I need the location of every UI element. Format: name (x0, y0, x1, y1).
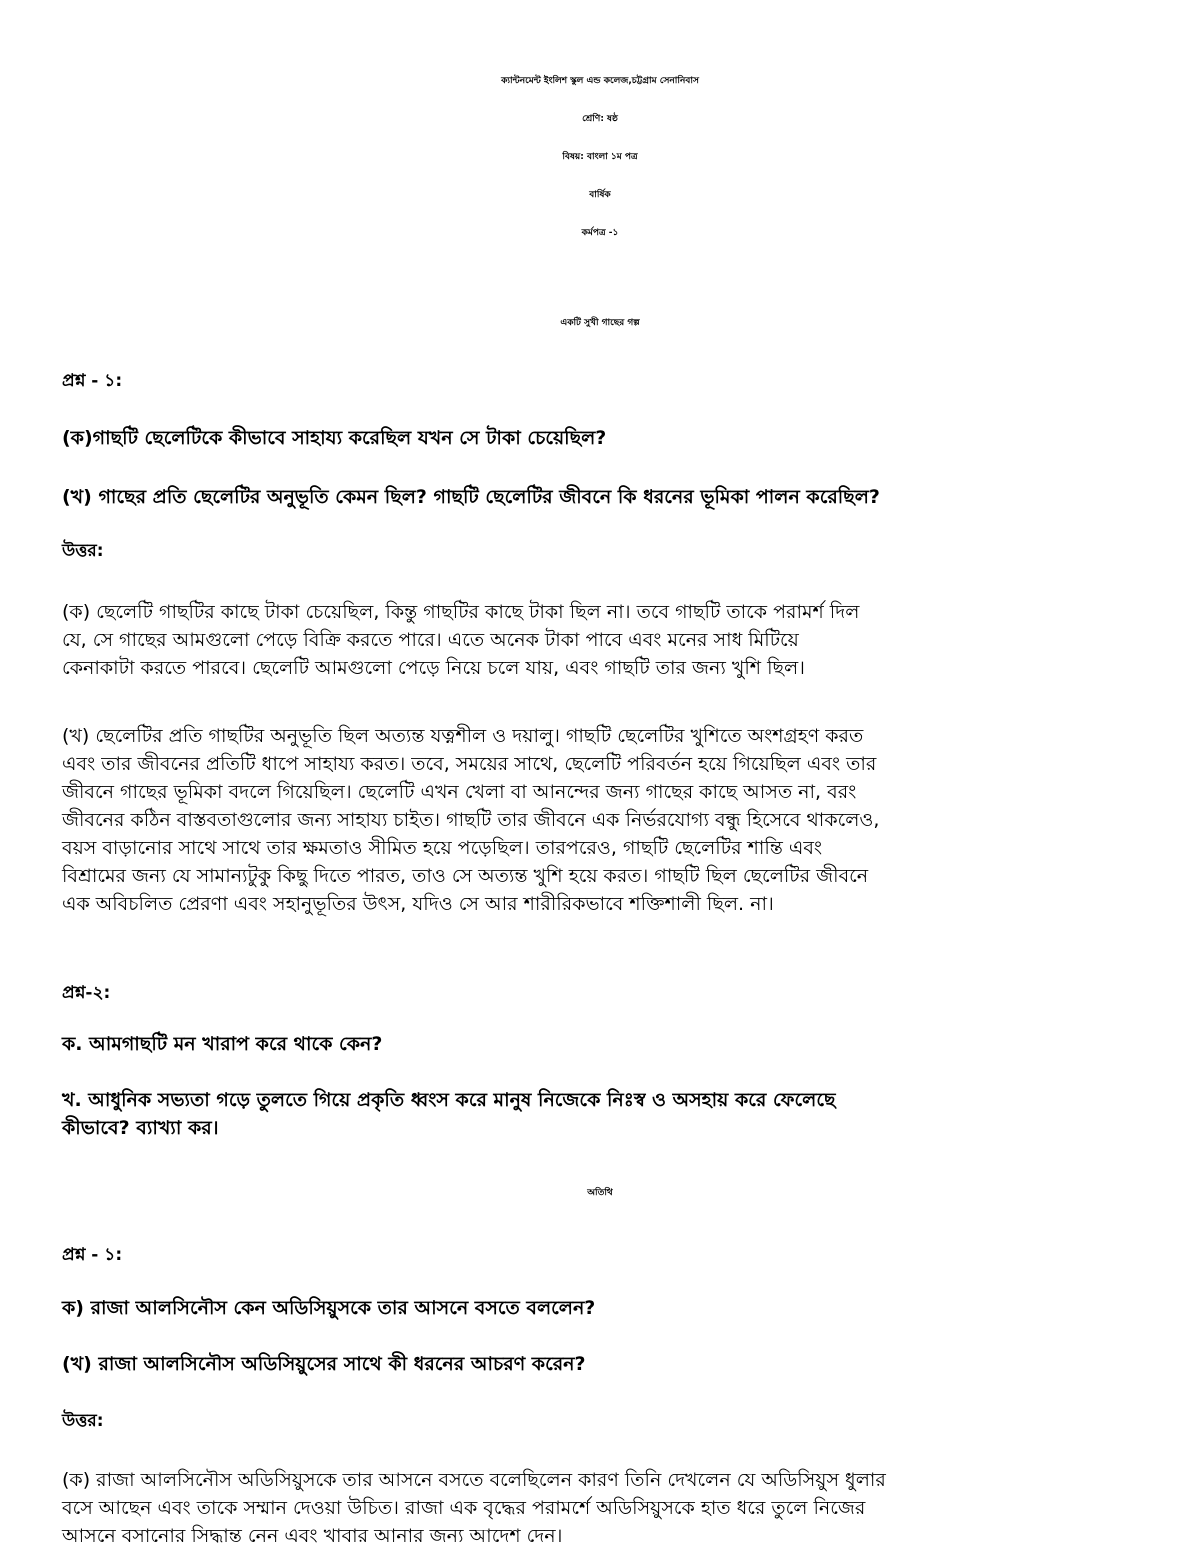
question-text (62, 424, 1137, 452)
answer-line: কেনাকাটা করতে পারবে। ছেলেটি আমগুলো পেড়ে নিয়ে চলে যায়, এবং গাছটি তার জন্য খুশি ছিল। (62, 657, 805, 679)
question-line: (ক)গাছটি ছেলেটিকে কীভাবে সাহায্য করেছিল যখন সে টাকা চেয়েছিল? (62, 427, 607, 449)
answer-paragraph (62, 1466, 1137, 1550)
answer-label: উত্তর: (62, 541, 104, 561)
question-text (62, 1086, 1137, 1142)
answer-line: এক অবিচলিত প্রেরণা এবং সহানুভূতির উৎস, যদিও সে আর শারীরিকভাবে শক্তিশালী ছিল. না। (62, 893, 774, 915)
question-line: কীভাবে? ব্যাখ্যা কর। (62, 1117, 219, 1139)
answer-line: জীবনে গাছের ভূমিকা বদলে গিয়েছিল। ছেলেটি এখন খেলা বা আনন্দের জন্য গাছের কাছে আসত না, বরং (62, 781, 857, 803)
question-line: ক) রাজা আলসিনৌস কেন অডিসিয়ুসকে তার আসনে বসতে বললেন? (62, 1297, 596, 1319)
answer-line: বিশ্রামের জন্য যে সামান্যটুকু কিছু দিতে পারত, তাও সে অত্যন্ত খুশি হয়ে করত। গাছটি ছিল ছেলেটির জীবনে (62, 865, 869, 887)
section-title-sukhi-gach: একটি সুখী গাছের গল্প (560, 318, 640, 328)
question-line: ক. আমগাছটি মন খারাপ করে থাকে কেন? (62, 1033, 383, 1055)
answer-line: এবং তার জীবনের প্রতিটি ধাপে সাহায্য করত। তবে, সময়ের সাথে, ছেলেটি পরিবর্তন হয়ে গিয়েছিল এবং তার (62, 753, 877, 775)
question-label: প্রশ্ন - ১: (62, 371, 123, 391)
answer-line: বয়স বাড়ানোর সাথে সাথে তার ক্ষমতাও সীমিত হয়ে পড়েছিল। তারপরেও, গাছটি ছেলেটির শান্তি এবং (62, 837, 823, 859)
question-text (62, 1350, 1137, 1378)
question-text (62, 1030, 1137, 1058)
worksheet-line: কর্মপত্র -১ (581, 228, 619, 238)
answer-line: (ক) ছেলেটি গাছটির কাছে টাকা চেয়েছিল, কিন্তু গাছটির কাছে টাকা ছিল না। তবে গাছটি তাকে পরামর্শ দিল (62, 601, 860, 623)
exam-line: বার্ষিক (589, 190, 611, 200)
answer-line: (খ) ছেলেটির প্রতি গাছটির অনুভূতি ছিল অত্যন্ত যত্নশীল ও দয়ালু। গাছটি ছেলেটির খুশিতে অংশগ্রহণ করত (62, 725, 864, 747)
answer-line: যে, সে গাছের আমগুলো পেড়ে বিক্রি করতে পারে। এতে অনেক টাকা পাবে এবং মনের সাধ মিটিয়ে (62, 629, 799, 651)
answer-paragraph (62, 722, 1137, 918)
answer-label: উত্তর: (62, 1411, 104, 1431)
school-name: ক্যান্টনমেন্ট ইংলিশ স্কুল এন্ড কলেজ,চট্টগ্রাম সেনানিবাস (501, 76, 699, 86)
question-text (62, 483, 1137, 511)
question-line: (খ) গাছের প্রতি ছেলেটির অনুভূতি কেমন ছিল? গাছটি ছেলেটির জীবনে কি ধরনের ভূমিকা পালন করেছিল? (62, 486, 880, 508)
answer-paragraph (62, 598, 1137, 682)
question-label: প্রশ্ন-২: (62, 983, 111, 1003)
class-line: শ্রেণি: ষষ্ঠ (582, 114, 618, 124)
question-text (62, 1294, 1137, 1322)
answer-line: বসে আছেন এবং তাকে সম্মান দেওয়া উচিত। রাজা এক বৃদ্ধের পরামর্শে অডিসিয়ুসকে হাত ধরে তুলে নিজের (62, 1497, 866, 1519)
answer-line: আসনে বসানোর সিদ্ধান্ত নেন এবং খাবার আনার জন্য আদেশ দেন। (62, 1525, 563, 1547)
section-title-atithi: অতিথি (587, 1188, 613, 1198)
question-label: প্রশ্ন - ১: (62, 1245, 123, 1265)
document-header (0, 70, 1200, 260)
answer-line: (ক) রাজা আলসিনৌস অডিসিয়ুসকে তার আসনে বসতে বলেছিলেন কারণ তিনি দেখলেন যে অডিসিয়ুস ধুলার (62, 1469, 886, 1491)
subject-line: বিষয়: বাংলা ১ম পত্র (562, 152, 638, 162)
question-line: (খ) রাজা আলসিনৌস অডিসিয়ুসের সাথে কী ধরনের আচরণ করেন? (62, 1353, 586, 1375)
answer-line: জীবনের কঠিন বাস্তবতাগুলোর জন্য সাহায্য চাইত। গাছটি তার জীবনে এক নির্ভরযোগ্য বন্ধু হিসেবে থাকলেও, (62, 809, 880, 831)
question-line: খ. আধুনিক সভ্যতা গড়ে তুলতে গিয়ে প্রকৃতি ধ্বংস করে মানুষ নিজেকে নিঃস্ব ও অসহায় করে ফেলেছে (62, 1089, 836, 1111)
